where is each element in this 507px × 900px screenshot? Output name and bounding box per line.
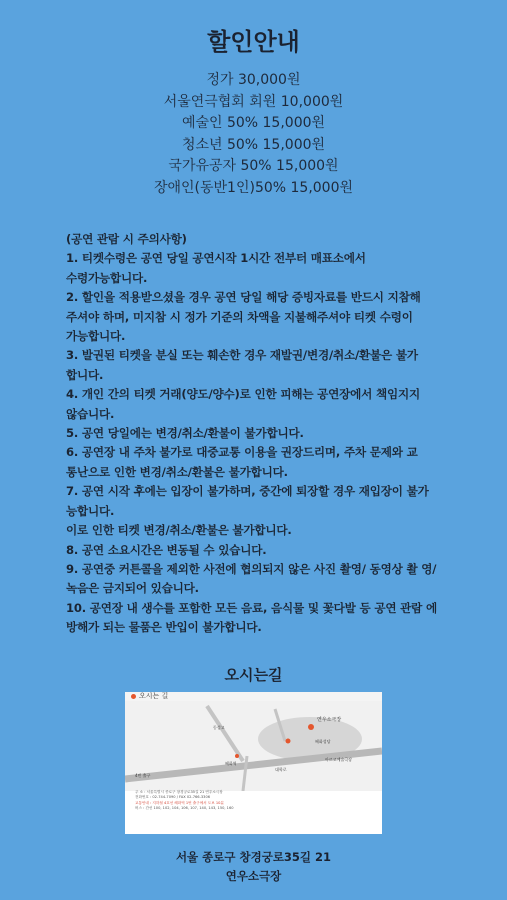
map-header-label: 오시는 길 — [139, 692, 169, 700]
price-list — [0, 70, 507, 199]
venue-name: 연우소극장 — [225, 869, 282, 883]
notice-section — [66, 230, 446, 638]
location-dot-icon — [131, 694, 136, 699]
notice-item: 이로 인한 티켓 변경/취소/환불은 불가합니다. — [66, 523, 292, 538]
price-artist: 예술인 50% 15,000원 — [181, 115, 326, 131]
map-label-church: 혜화성당 — [315, 739, 331, 744]
map-label-hall: 아르코예술극장 — [325, 757, 353, 762]
map-label-school: 동성고 — [213, 725, 225, 730]
notice-item: 8. 공연 소요시간은 변동될 수 있습니다. — [66, 542, 267, 557]
address-line: 서울 종로구 창경궁로35길 21 — [175, 850, 332, 864]
venue-marker-icon — [308, 724, 314, 730]
notice-item: 3. 발권된 티켓을 분실 또는 훼손한 경우 재발권/변경/취소/환불은 불가 합니다. — [66, 348, 418, 382]
discount-title: 할인안내 — [207, 28, 300, 56]
map-label-exit: 4번 출구 — [135, 773, 151, 778]
map-header — [125, 692, 382, 701]
map-legend-phone: 전화번호 : 02-744-7090 / FAX 02-766-3306 — [135, 795, 211, 800]
venue-address — [0, 848, 507, 886]
map-legend — [135, 790, 375, 812]
map-legend-bus: 버스 : 간선 100, 102, 104, 106, 107, 140, 143, 150, 160 — [135, 806, 234, 811]
price-disabled: 장애인(동반1인)50% 15,000원 — [153, 179, 354, 196]
notice-item: 5. 공연 당일에는 변경/취소/환불이 불가합니다. — [66, 426, 304, 441]
church-marker-icon — [286, 739, 291, 744]
station-marker-icon — [235, 754, 239, 758]
notice-item: 6. 공연장 내 주차 불가로 대중교통 이용을 권장드리며, 주차 문제와 교 통난으로 인한 변경/취소/환불은 불가합니다. — [66, 445, 418, 479]
notice-item: 4. 개인 간의 티켓 거래(양도/양수)로 인한 피해는 공연장에서 책임지지 않습니다. — [66, 387, 420, 421]
map-drawing — [125, 701, 382, 791]
location-map — [125, 692, 382, 834]
notice-item: 10. 공연장 내 생수를 포함한 모든 음료, 음식물 및 꽃다발 등 공연 관람 에 방해가 되는 물품은 반입이 불가합니다. — [66, 600, 438, 635]
map-label-station: 혜화역 — [225, 761, 237, 766]
price-veteran: 국가유공자 50% 15,000원 — [168, 158, 339, 174]
notice-item: 7. 공연 시작 후에는 입장이 불가하며, 중간에 퇴장할 경우 재입장이 불가 능합니다. — [66, 484, 429, 518]
notice-item: 1. 티켓수령은 공연 당일 공연시작 1시간 전부터 매표소에서 수령가능합니다. — [66, 251, 366, 285]
price-youth: 청소년 50% 15,000원 — [181, 136, 326, 153]
map-legend-transit: 교통안내 : 지하철 4호선 혜화역 1번 출구에서 도보 10분 — [135, 800, 224, 805]
map-label-street: 대학로 — [275, 767, 287, 772]
price-regular: 정가 30,000원 — [206, 72, 301, 88]
map-label-venue: 연우소극장 — [317, 717, 342, 723]
price-association-member: 서울연극협회 회원 10,000원 — [163, 93, 344, 110]
directions-title: 오시는길 — [224, 666, 283, 684]
map-legend-address: 주 소 : 서울특별시 종로구 창경궁로35길 21 연우소극장 — [135, 790, 223, 794]
notice-item: 9. 공연중 커튼콜을 제외한 사전에 협의되지 않은 사진 촬영/ 동영상 촬 영/ 녹음은 금지되어 있습니다. — [66, 561, 437, 596]
notice-item: 2. 할인을 적용받으셨을 경우 공연 당일 해당 증빙자료를 반드시 지참해 주셔야 하며, 미지참 시 정가 기준의 차액을 지불해주셔야 티켓 수령이 가능합니다. — [66, 290, 421, 344]
notice-heading: (공연 관람 시 주의사항) — [66, 232, 187, 246]
